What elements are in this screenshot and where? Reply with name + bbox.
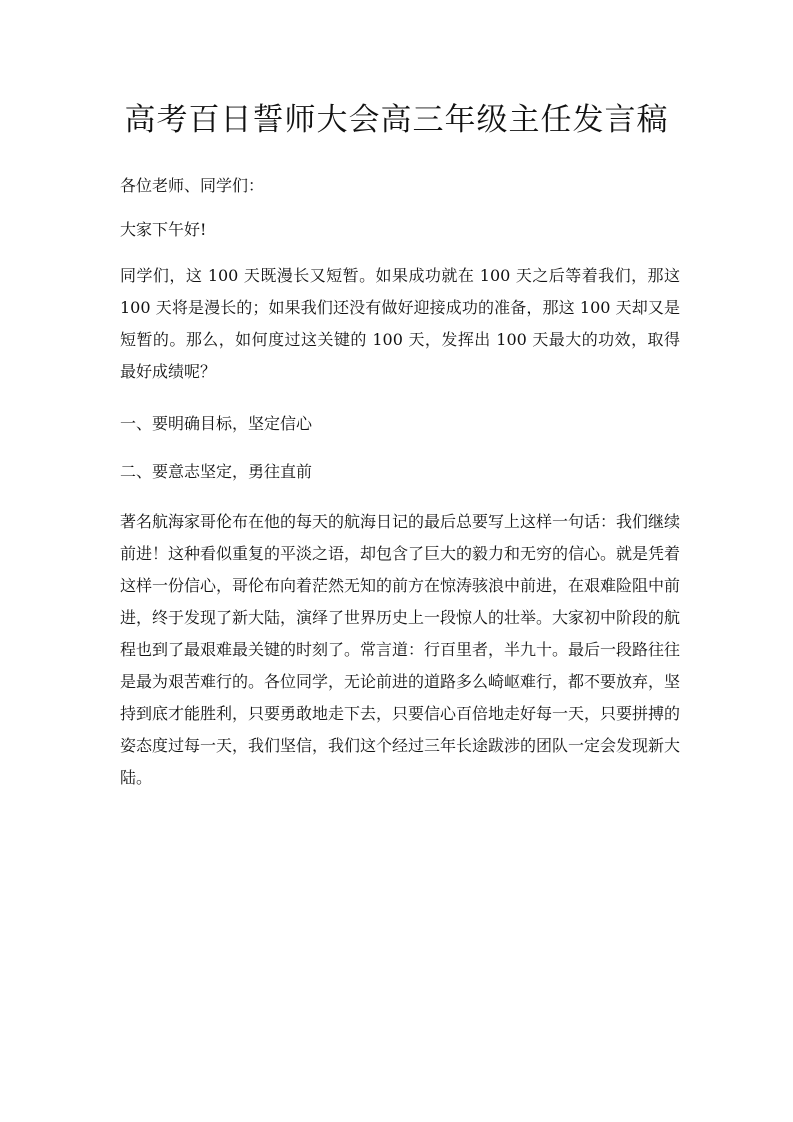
section-heading-2: 二、要意志坚定，勇往直前 bbox=[120, 462, 313, 481]
section-heading-1: 一、要明确目标，坚定信心 bbox=[120, 414, 313, 433]
intro-paragraph: 同学们，这 100 天既漫长又短暂。如果成功就在 100 天之后等着我们，那这 100 天将是漫长的；如果我们还没有做好迎接成功的准备，那这 100 天却又是短暂的。那么，如何度过这关键的 100 天，发挥出 100 天最大的功效，取得最好成绩呢？ bbox=[120, 266, 680, 381]
greeting-paragraph: 大家下午好! bbox=[120, 220, 207, 239]
document-title: 高考百日誓师大会高三年级主任发言稿 bbox=[124, 102, 669, 138]
body-paragraph: 著名航海家哥伦布在他的每天的航海日记的最后总要写上这样一句话：我们继续前进！这种看似重复的平淡之语，却包含了巨大的毅力和无穷的信心。就是凭着这样一份信心，哥伦布向着茫然无知的前方在惊涛骇浪中前进，在艰难险阻中前进，终于发现了新大陆，演绎了世界历史上一段惊人的壮举。大家初中阶段的航程也到了最艰难最关键的时刻了。常言道：行百里者，半九十。最后一段路往往是最为艰苦难行的。各位同学，无论前进的道路多么崎岖难行，都不要放弃，坚持到底才能胜利，只要勇敢地走下去，只要信心百倍地走好每一天，只要拼搏的姿态度过每一天，我们坚信，我们这个经过三年长途跋涉的团队一定会发现新大陆。 bbox=[120, 512, 681, 787]
salutation-paragraph: 各位老师、同学们： bbox=[120, 176, 265, 195]
